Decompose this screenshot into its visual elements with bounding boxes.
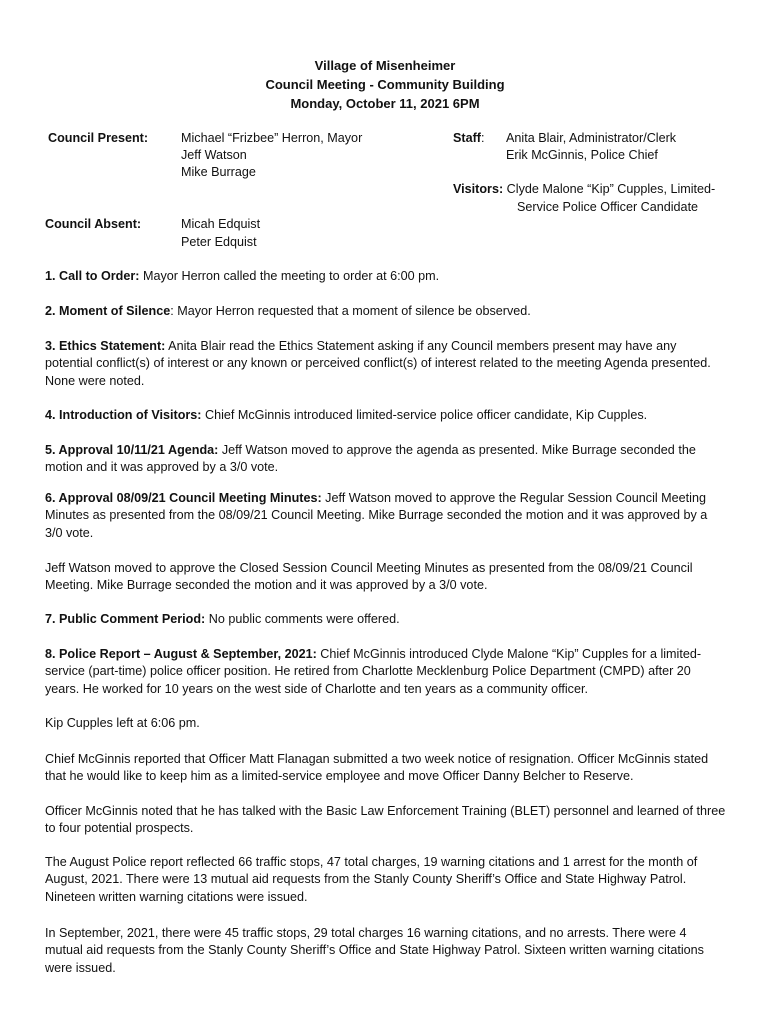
item-text: Anita Blair read the Ethics Statement asking if any Council members present may have any potential conflict(s) of interest or any known or perceived conflict(s) of interest related to the meeting Agenda presented. None were noted. <box>45 339 711 388</box>
council-absent-label: Council Absent: <box>45 217 142 231</box>
item-text: No public comments were offered. <box>205 612 400 626</box>
agenda-item-approval-minutes <box>45 490 727 542</box>
staff-member: Anita Blair, Administrator/Clerk <box>506 131 677 145</box>
item-heading: 1. Call to Order: <box>45 269 140 283</box>
visitors-line: Service Police Officer Candidate <box>517 200 699 214</box>
item-heading: 8. Police Report – August & September, 2021: <box>45 647 317 661</box>
agenda-item-police-report <box>45 646 727 698</box>
item-text: : Mayor Herron requested that a moment of silence be observed. <box>170 304 531 318</box>
council-present-label: Council Present: <box>48 131 149 145</box>
police-report-paragraph <box>45 854 727 906</box>
item-text: Jeff Watson moved to approve the Closed Session Council Meeting Minutes as presented from the 08/09/21 Council Meeting. Mike Burrage seconded the motion and it was approved by a 3/0 vote. <box>45 561 693 593</box>
item-text: Jeff Watson moved to approve the Regular Session Council Meeting Minutes as presented from the 08/09/21 Council Meeting. Mike Burrage seconded the motion and it was approved by a 3/0 vote. <box>45 491 708 540</box>
document-title: Village of Misenheimer <box>314 58 456 73</box>
meeting-date: Monday, October 11, 2021 6PM <box>290 96 480 111</box>
meeting-subtitle: Council Meeting - Community Building <box>265 77 505 92</box>
item-text: Officer McGinnis noted that he has talked with the Basic Law Enforcement Training (BLET) personnel and learned of three to four potential prospects. <box>45 804 726 836</box>
item-heading: 2. Moment of Silence <box>45 304 171 318</box>
agenda-item-call-to-order <box>45 268 727 285</box>
staff-label-colon: : <box>481 131 485 145</box>
item-heading: 5. Approval 10/11/21 Agenda: <box>45 443 219 457</box>
visitors-line: Clyde Malone “Kip” Cupples, Limited- <box>506 182 716 196</box>
visitors-entry <box>453 181 715 198</box>
council-present-member: Michael “Frizbee” Herron, Mayor <box>181 131 363 145</box>
council-absent-member: Micah Edquist <box>181 217 261 231</box>
police-report-paragraph <box>45 715 727 732</box>
police-report-paragraph <box>45 925 727 977</box>
agenda-item-ethics-statement <box>45 338 727 390</box>
agenda-item-public-comment <box>45 611 727 628</box>
council-absent-member: Peter Edquist <box>181 235 257 249</box>
staff-member: Erik McGinnis, Police Chief <box>506 148 658 162</box>
agenda-item-approval-agenda <box>45 442 727 477</box>
item-text: In September, 2021, there were 45 traffic stops, 29 total charges 16 warning citations, and no arrests. There were 4 mutual aid requests from the Stanly County Sheriff’s Office and State Highway Patrol. Sixteen written warning citations were issued. <box>45 926 704 975</box>
item-heading: 6. Approval 08/09/21 Council Meeting Minutes: <box>45 491 322 505</box>
staff-label-wrap <box>453 130 485 147</box>
agenda-item-introduction-of-visitors <box>45 407 727 424</box>
item-text: Mayor Herron called the meeting to order at 6:00 pm. <box>139 269 440 283</box>
agenda-item-moment-of-silence <box>45 303 727 320</box>
council-present-member: Jeff Watson <box>181 148 247 162</box>
item-text: Chief McGinnis reported that Officer Matt Flanagan submitted a two week notice of resignation. Officer McGinnis stated that he would like to keep him as a limited-service employee and move Officer Danny Belcher to Reserve. <box>45 752 709 784</box>
item-text: Jeff Watson moved to approve the agenda as presented. Mike Burrage seconded the motion and it was approved by a 3/0 vote. <box>45 443 696 475</box>
police-report-paragraph <box>45 751 727 786</box>
item-text: Kip Cupples left at 6:06 pm. <box>45 716 200 730</box>
police-report-paragraph <box>45 803 727 838</box>
closed-session-minutes-paragraph <box>45 560 727 595</box>
item-heading: 7. Public Comment Period: <box>45 612 206 626</box>
item-text: Chief McGinnis introduced Clyde Malone “Kip” Cupples for a limited-service (part-time) police officer position. He retired from Charlotte Mecklenburg Police Department (CMPD) after 20 years. He worked for 10 years on the west side of Charlotte and ten years as a community officer. <box>45 647 702 696</box>
staff-label: Staff <box>453 131 481 145</box>
item-heading: 4. Introduction of Visitors: <box>45 408 202 422</box>
council-present-member: Mike Burrage <box>181 165 256 179</box>
visitors-label: Visitors: <box>453 182 504 196</box>
item-text: Chief McGinnis introduced limited-service police officer candidate, Kip Cupples. <box>201 408 648 422</box>
item-heading: 3. Ethics Statement: <box>45 339 166 353</box>
item-text: The August Police report reflected 66 traffic stops, 47 total charges, 19 warning citations and 1 arrest for the month of August, 2021. There were 13 mutual aid requests from the Stanly County Sheriff’s Office and State Highway Patrol. Nineteen written warning citations were issued. <box>45 855 698 904</box>
